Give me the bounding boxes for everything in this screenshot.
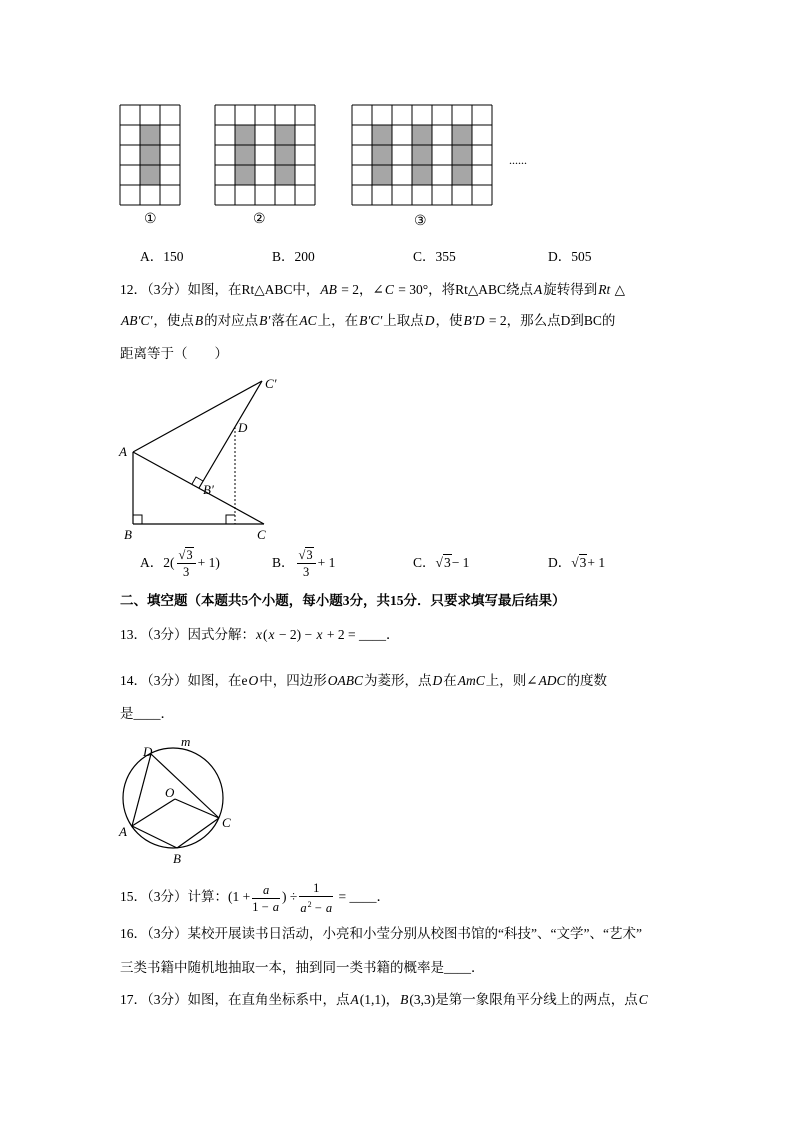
- text-segment: ．: [385, 627, 400, 642]
- shaded-cells: [275, 125, 295, 185]
- text-segment: 上，在: [317, 313, 359, 328]
- math-var: x: [268, 627, 275, 642]
- math-var: OABC: [327, 673, 363, 688]
- math-var: a: [300, 901, 307, 915]
- text-segment: 15．（3分）计算：: [120, 889, 228, 905]
- math-text: 2(: [163, 555, 175, 570]
- answer-blank: ____: [133, 706, 161, 721]
- segment-bc: [177, 818, 219, 848]
- text-segment: 到: [570, 313, 584, 328]
- radical-sign: √: [435, 555, 443, 570]
- segment-ac: [133, 452, 264, 524]
- text-segment: 中，四边形: [259, 673, 327, 688]
- q11-option-b: B．200: [272, 249, 315, 264]
- fraction-denominator: [252, 899, 280, 914]
- math-var: B′D: [463, 313, 485, 328]
- math-text: 1 −: [252, 899, 272, 914]
- pattern-figure-1: [119, 104, 181, 206]
- fraction-numerator: [297, 548, 316, 564]
- pattern-figure-3: [351, 104, 493, 206]
- point-label-a: A: [119, 824, 127, 839]
- text-segment: − 2) −: [275, 627, 316, 642]
- math-var: a: [325, 901, 333, 915]
- math-var: x: [316, 627, 323, 642]
- q12-line-2: [120, 311, 615, 331]
- q14-line-2: [120, 704, 174, 724]
- circle-symbol: e: [241, 673, 248, 688]
- math-text: − 1: [451, 555, 470, 570]
- text-segment: ．: [160, 706, 174, 721]
- figure-label-1: ①: [144, 212, 157, 227]
- point-label-c: C: [257, 527, 266, 542]
- q17-line-1: [120, 990, 649, 1010]
- math-var: B: [400, 992, 409, 1007]
- shaded-cells: [412, 125, 432, 185]
- text-segment: D: [560, 313, 571, 328]
- text-segment: = 30°，将: [394, 282, 456, 297]
- math-var: AC: [299, 313, 317, 328]
- math-var: A: [534, 282, 543, 297]
- math-var: B′: [259, 313, 271, 328]
- math-text: =: [335, 889, 350, 905]
- segment-ac-prime: [133, 381, 262, 452]
- text-segment: (: [263, 627, 268, 642]
- point-label-d: D: [238, 420, 248, 435]
- fraction: [297, 548, 316, 579]
- math-var: Rt: [598, 282, 611, 297]
- math-var: C: [384, 282, 394, 297]
- section-title: 二、填空题（本题共5个小题，每小题3分，共15分．只要求填写最后结果）: [120, 593, 566, 608]
- q12-triangle-figure: [100, 370, 300, 550]
- grid-lines: [215, 105, 315, 205]
- fraction: [252, 883, 280, 914]
- text-segment: 为菱形，点: [364, 673, 432, 688]
- text-segment: ∠: [526, 673, 538, 688]
- point-label-m: m: [181, 734, 191, 749]
- text-segment: 绕点: [506, 282, 534, 297]
- radicand: 3: [186, 548, 193, 563]
- math-text: + 1): [197, 555, 220, 570]
- text-segment: BC: [583, 313, 602, 328]
- text-segment: 是: [120, 706, 134, 721]
- math-var: A: [350, 992, 359, 1007]
- text-segment: 14．（3分）如图，在: [120, 673, 242, 688]
- pattern-ellipsis: ......: [509, 153, 527, 167]
- option-letter: D．: [548, 555, 572, 570]
- text-segment: (1,1)，: [359, 992, 400, 1007]
- text-segment: ．: [376, 889, 391, 905]
- text-segment: 12．（3分）如图，在: [120, 282, 242, 297]
- q11-option-a: A．150: [140, 249, 184, 264]
- q16-line-1: 16．（3分）某校开展读书日活动，小亮和小莹分别从校图书馆的“科技”、“文学”、“艺术”: [120, 926, 642, 941]
- shaded-cells: [452, 125, 472, 185]
- shaded-cells: [372, 125, 392, 185]
- math-var: B: [194, 313, 204, 328]
- text-segment: (3,3)是第一象限角平分线上的两点，点: [409, 992, 638, 1007]
- point-label-c-prime: C′: [265, 376, 277, 391]
- point-label-b-prime: B′: [203, 482, 214, 497]
- radicand: 3: [579, 555, 587, 570]
- text-segment: 旋转得到: [543, 282, 598, 297]
- math-var: AB: [320, 282, 337, 297]
- fraction: [299, 881, 333, 915]
- fraction-numerator: a: [252, 883, 280, 899]
- math-text: ) ÷: [282, 889, 298, 905]
- text-segment: ．: [471, 960, 485, 975]
- option-letter: B．: [272, 555, 295, 570]
- segment-b-prime-c-prime: [199, 381, 262, 488]
- radical-sign: √: [178, 548, 186, 563]
- math-var: x: [256, 627, 262, 642]
- text-segment: Rt△ABC: [241, 282, 293, 297]
- segment-oc: [175, 799, 219, 818]
- right-angle-mark-foot: [226, 515, 235, 524]
- radicand: 3: [443, 555, 451, 570]
- math-text: −: [311, 901, 325, 915]
- text-segment: ，使: [435, 313, 463, 328]
- point-label-b: B: [124, 527, 132, 542]
- text-segment: 落在: [271, 313, 299, 328]
- math-var: ADC: [538, 673, 566, 688]
- q12-line-1: [120, 280, 625, 300]
- right-angle-mark-b: [133, 515, 142, 524]
- point-label-c: C: [222, 815, 231, 830]
- math-var: D: [424, 313, 435, 328]
- exponent: 2: [307, 900, 312, 909]
- text-segment: Rt△ABC: [455, 282, 507, 297]
- math-var: B′C′: [359, 313, 383, 328]
- text-segment: 17．（3分）如图，在直角坐标系中，点: [120, 992, 350, 1007]
- q12-option-d: [548, 547, 605, 579]
- q11-option-d: D．505: [548, 249, 592, 264]
- text-segment: 在: [443, 673, 457, 688]
- figure-label-3: ③: [414, 214, 427, 229]
- fraction-numerator: 1: [299, 881, 333, 897]
- q15-line: [120, 881, 390, 913]
- math-var: AB′C′: [121, 313, 153, 328]
- text-segment: 的度数: [566, 673, 608, 688]
- q12-line-3: 距离等于（ ）: [120, 346, 228, 361]
- text-segment: 上取点: [383, 313, 424, 328]
- math-text: + 1: [587, 555, 606, 570]
- q12-option-b: [272, 547, 335, 579]
- q14-line-1: [120, 671, 607, 691]
- math-var: D: [432, 673, 443, 688]
- math-var: AmC: [457, 673, 485, 688]
- text-segment: ∠: [372, 282, 384, 297]
- text-segment: △: [611, 282, 626, 297]
- fraction: [177, 548, 196, 579]
- radical-sign: √: [298, 548, 306, 563]
- text-segment: + 2 =: [323, 627, 359, 642]
- option-letter: C．: [413, 555, 436, 570]
- text-segment: 13．（3分）因式分解：: [120, 627, 255, 642]
- point-label-o: O: [165, 785, 175, 800]
- q16-line-2: [120, 958, 485, 978]
- text-segment: 上，则: [485, 673, 527, 688]
- text-segment: ，使点: [153, 313, 194, 328]
- math-text: + 1: [317, 555, 336, 570]
- q13-line: [120, 625, 399, 645]
- q14-circle-figure: [112, 735, 240, 870]
- math-text: (1 +: [228, 889, 251, 905]
- math-var: O: [248, 673, 259, 688]
- radical-sign: √: [571, 555, 579, 570]
- fraction-denominator: 3: [302, 565, 310, 580]
- q12-option-c: [413, 547, 469, 579]
- shaded-cells: [140, 125, 160, 185]
- fraction-denominator: 3: [182, 565, 190, 580]
- fraction-denominator: [299, 897, 333, 915]
- point-label-a: A: [119, 444, 127, 459]
- pattern-figure-2: [214, 104, 316, 206]
- figure-label-2: ②: [253, 212, 266, 227]
- math-var: a: [272, 899, 280, 914]
- answer-blank: ____: [444, 960, 471, 975]
- option-letter: A．: [140, 555, 164, 570]
- text-segment: 三类书籍中随机地抽取一本，抽到同一类书籍的概率是: [120, 960, 444, 975]
- text-segment: = 2，那么点: [485, 313, 561, 328]
- q12-option-a: [140, 547, 220, 579]
- answer-blank: ____: [358, 627, 386, 642]
- text-segment: 的: [601, 313, 616, 328]
- point-label-b: B: [173, 851, 181, 866]
- q11-option-c: C．355: [413, 249, 456, 264]
- answer-blank: ____: [349, 889, 377, 905]
- fraction-numerator: [177, 548, 196, 564]
- text-segment: 中，: [292, 282, 320, 297]
- math-var: C: [638, 992, 648, 1007]
- text-segment: = 2，: [337, 282, 373, 297]
- point-label-d: D: [143, 744, 153, 759]
- text-segment: 的对应点: [204, 313, 259, 328]
- radicand: 3: [306, 548, 313, 563]
- shaded-cells: [235, 125, 255, 185]
